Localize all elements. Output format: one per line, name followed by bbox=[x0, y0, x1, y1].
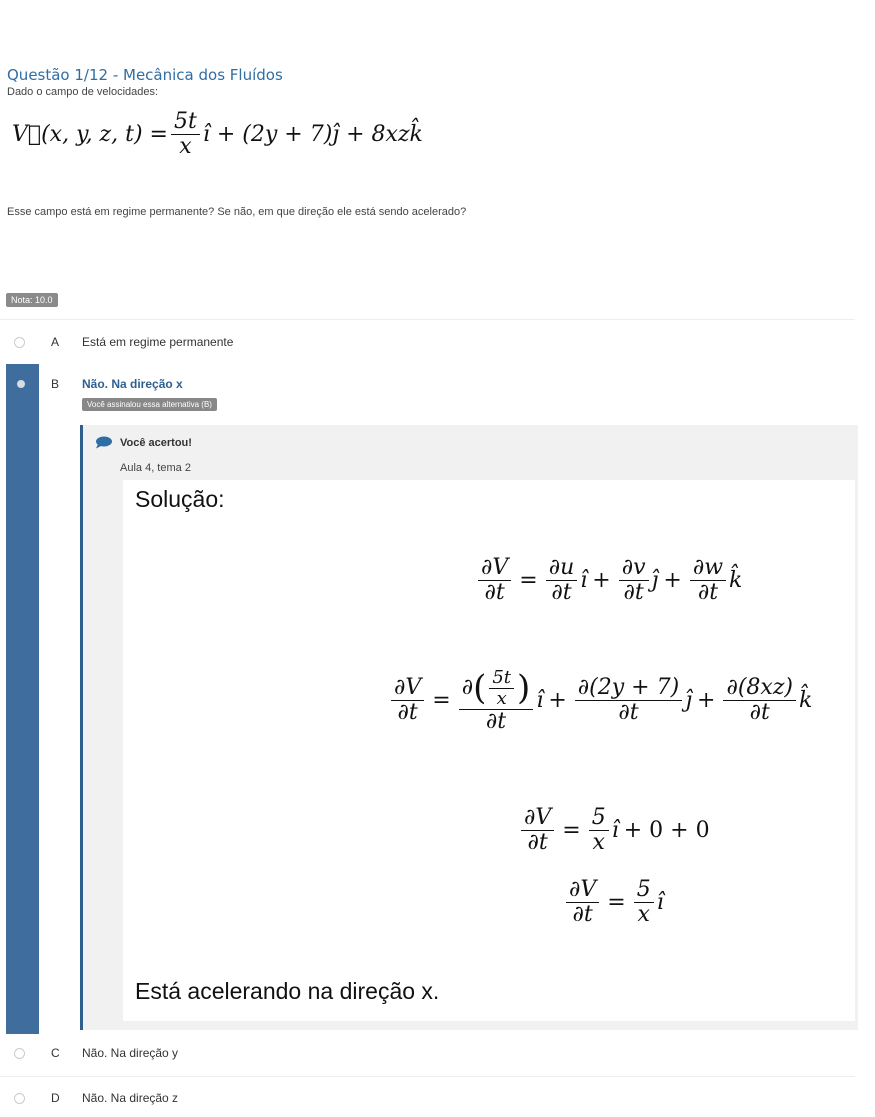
eq2-k: k̂ bbox=[799, 688, 813, 714]
eq3-dt: ∂t bbox=[527, 830, 548, 856]
formula-lhs: V⃗(x, y, z, t) = bbox=[12, 122, 168, 148]
selected-badge: Você assinalou essa alternativa (B) bbox=[82, 398, 217, 411]
question-text: Esse campo está em regime permanente? Se não, em que direção ele está sendo acelerado? bbox=[7, 206, 467, 218]
eq2-nested-num: ∂ ( $\frac{5t}{x}$ ) bbox=[459, 668, 534, 710]
eq4-5: 5 bbox=[634, 878, 654, 903]
eq2-x: x bbox=[496, 687, 507, 709]
feedback-subtitle: Aula 4, tema 2 bbox=[120, 462, 191, 474]
alternative-letter-c: C bbox=[51, 1046, 60, 1060]
eq1-plus-2: + bbox=[663, 568, 682, 594]
eq1-dt-3: ∂t bbox=[623, 580, 644, 606]
eq3-equals: = bbox=[562, 818, 581, 844]
eq2-dt-3: ∂t bbox=[618, 700, 639, 726]
alternative-d[interactable] bbox=[0, 1076, 855, 1117]
alternative-text-a: Está em regime permanente bbox=[82, 335, 234, 349]
eq1-plus-1: + bbox=[592, 568, 611, 594]
formula-fraction bbox=[171, 110, 200, 159]
eq1-dt: ∂t bbox=[484, 580, 505, 606]
alternative-letter-b: B bbox=[51, 377, 60, 391]
eq2-plus-1: + bbox=[548, 688, 567, 714]
velocity-field-formula bbox=[12, 110, 423, 159]
question-title: Questão 1/12 - Mecânica dos Fluídos bbox=[7, 66, 283, 84]
eq4-x: x bbox=[637, 902, 650, 928]
alternative-letter-a: A bbox=[51, 335, 60, 349]
comment-icon bbox=[95, 436, 112, 449]
eq4-dV: ∂V bbox=[566, 878, 599, 903]
eq2-dt-4: ∂t bbox=[749, 700, 770, 726]
eq2-d: ∂ bbox=[461, 675, 474, 701]
alternative-letter-d: D bbox=[51, 1091, 60, 1105]
eq2-5t: 5t bbox=[489, 668, 514, 689]
question-intro: Dado o campo de velocidades: bbox=[7, 86, 159, 98]
solution-equation-1 bbox=[475, 556, 742, 605]
solution-equation-2 bbox=[388, 668, 812, 734]
eq1-dV: ∂V bbox=[478, 556, 511, 581]
formula-frac-num: 5t bbox=[171, 110, 200, 135]
feedback-title: Você acertou! bbox=[120, 437, 192, 449]
eq2-d8xz: ∂(8xz) bbox=[723, 676, 796, 701]
formula-frac-den: x bbox=[179, 134, 192, 160]
radio-c[interactable] bbox=[14, 1048, 25, 1059]
solution-equation-4 bbox=[563, 878, 664, 927]
solution-conclusion: Está acelerando na direção x. bbox=[135, 978, 440, 1004]
eq3-i: î bbox=[611, 818, 619, 844]
radio-d[interactable] bbox=[14, 1093, 25, 1104]
eq2-equals: = bbox=[432, 688, 451, 714]
eq3-dV: ∂V bbox=[521, 806, 554, 831]
solution-equation-3 bbox=[518, 806, 715, 855]
eq1-dt-4: ∂t bbox=[697, 580, 719, 606]
eq1-k: k̂ bbox=[729, 568, 743, 594]
alternative-c[interactable] bbox=[0, 1034, 855, 1076]
eq1-dw: ∂w bbox=[690, 556, 726, 581]
eq1-dv: ∂v bbox=[619, 556, 649, 581]
eq2-i: î bbox=[536, 688, 544, 714]
eq2-dt: ∂t bbox=[397, 700, 418, 726]
eq1-equals: = bbox=[519, 568, 538, 594]
radio-a[interactable] bbox=[14, 337, 25, 348]
grade-badge: Nota: 10.0 bbox=[6, 293, 58, 307]
eq1-j: ĵ bbox=[651, 568, 659, 594]
formula-rest: î + (2y + 7)ĵ + 8xzk̂ bbox=[202, 122, 423, 148]
eq2-j: ĵ bbox=[685, 688, 693, 714]
eq3-x: x bbox=[592, 830, 605, 856]
eq1-dt-2: ∂t bbox=[551, 580, 572, 606]
eq3-tail: + 0 + 0 bbox=[623, 818, 710, 844]
alternative-text-b[interactable]: Não. Na direção x bbox=[82, 377, 183, 391]
alternative-text-d: Não. Na direção z bbox=[82, 1091, 179, 1105]
eq2-dV: ∂V bbox=[391, 676, 424, 701]
selected-indicator-bar bbox=[6, 364, 39, 1034]
eq1-i: î bbox=[580, 568, 588, 594]
eq4-dt: ∂t bbox=[572, 902, 593, 928]
eq1-du: ∂u bbox=[546, 556, 578, 581]
eq4-equals: = bbox=[607, 890, 626, 916]
solution-title: Solução: bbox=[135, 486, 225, 512]
eq2-dt-2: ∂t bbox=[485, 708, 507, 734]
eq3-5: 5 bbox=[589, 806, 609, 831]
eq2-plus-2: + bbox=[697, 688, 716, 714]
eq2-d2y7: ∂(2y + 7) bbox=[575, 676, 682, 701]
alternative-text-c: Não. Na direção y bbox=[82, 1046, 179, 1060]
eq4-i: î bbox=[656, 890, 664, 916]
alternative-a[interactable] bbox=[0, 319, 855, 364]
radio-b[interactable] bbox=[17, 380, 25, 388]
